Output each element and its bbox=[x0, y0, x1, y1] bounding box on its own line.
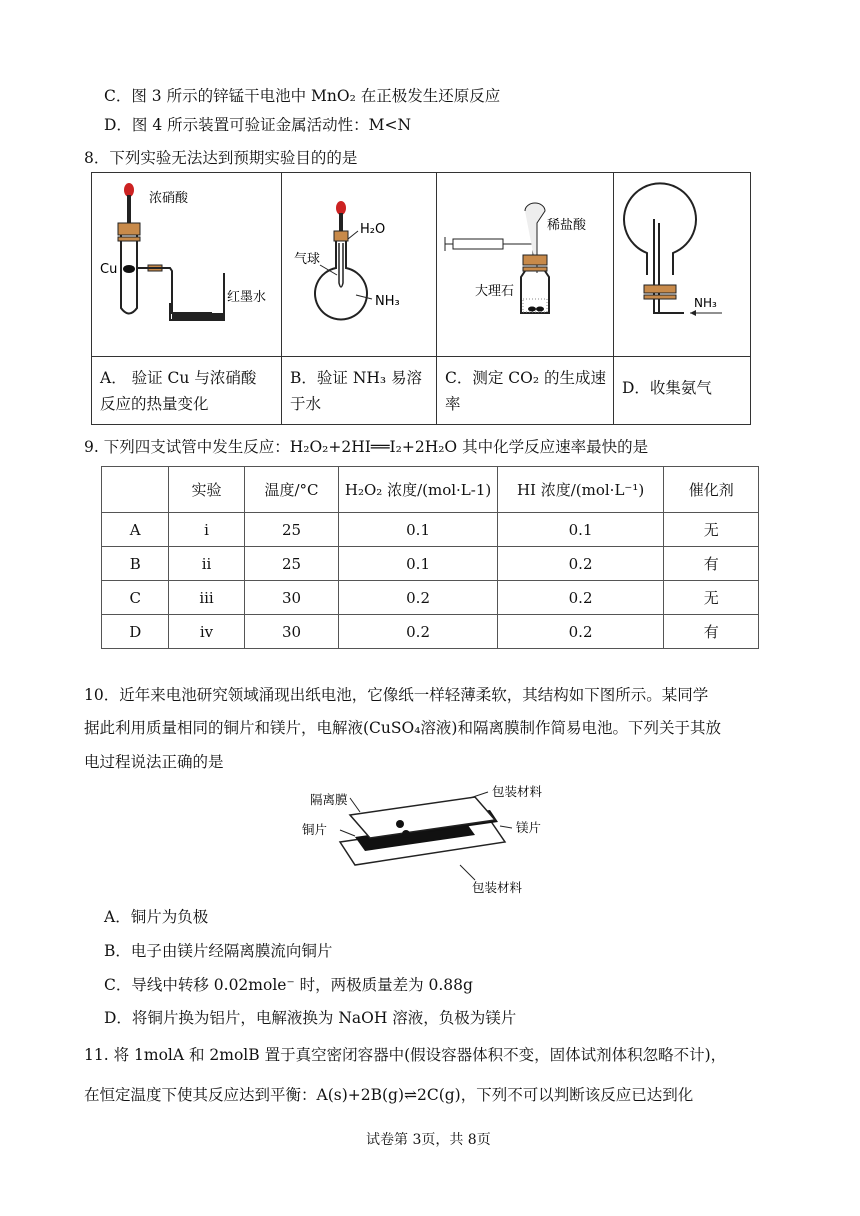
cell: 0.1 bbox=[497, 513, 664, 547]
option-b-line1: B．验证 NH₃ 易溶 bbox=[290, 369, 423, 387]
table-row bbox=[102, 615, 759, 649]
q10-stem-line2: 据此利用质量相同的铜片和镁片，电解液(CuSO₄溶液)和隔离膜制作简易电池。下列关于其放 bbox=[84, 719, 721, 737]
figure-b-cell bbox=[282, 173, 437, 357]
q8-stem: 8．下列实验无法达到预期实验目的的是 bbox=[84, 149, 358, 167]
cell: 无 bbox=[664, 581, 759, 615]
cell: A bbox=[102, 513, 169, 547]
cell: 有 bbox=[664, 615, 759, 649]
figure-d-cell bbox=[614, 173, 751, 357]
option-a-line1: A． 验证 Cu 与浓硝酸 bbox=[100, 369, 257, 387]
q10-option-d: D．将铜片换为铝片，电解液换为 NaOH 溶液，负极为镁片 bbox=[104, 1009, 517, 1027]
option-c-line2: 率 bbox=[445, 395, 461, 413]
label-marble: 大理石 bbox=[475, 284, 515, 299]
q10-option-c: C．导线中转移 0.02mole⁻ 时，两极质量差为 0.88g bbox=[104, 976, 473, 994]
table-row bbox=[102, 547, 759, 581]
q9-rate-table bbox=[101, 466, 759, 649]
cell: 0.1 bbox=[339, 513, 497, 547]
cell: 0.2 bbox=[339, 581, 497, 615]
label-nitric-acid: 浓硝酸 bbox=[149, 191, 189, 206]
q10-option-a: A．铜片为负极 bbox=[104, 908, 209, 926]
cell: D bbox=[102, 615, 169, 649]
cell: 有 bbox=[664, 547, 759, 581]
figure-c-co2-rate bbox=[437, 173, 613, 352]
cell: iii bbox=[169, 581, 244, 615]
table-header-row bbox=[102, 467, 759, 513]
figure-b-ammonia-fountain bbox=[282, 173, 436, 352]
label-nh3: NH₃ bbox=[375, 294, 400, 309]
q11-stem-line2: 在恒定温度下使其反应达到平衡：A(s)+2B(g)⇌2C(g)，下列不可以判断该反应已达到化 bbox=[84, 1086, 694, 1104]
cell: B bbox=[102, 547, 169, 581]
option-d-cell bbox=[614, 357, 751, 425]
header-cell: 催化剂 bbox=[664, 467, 759, 513]
cell: ii bbox=[169, 547, 244, 581]
header-cell: H₂O₂ 浓度/(mol·L-1) bbox=[339, 467, 497, 513]
option-b-line2: 于水 bbox=[290, 395, 322, 413]
header-cell bbox=[102, 467, 169, 513]
label-membrane: 隔离膜 bbox=[310, 792, 348, 807]
q7-option-c: C．图 3 所示的锌锰干电池中 MnO₂ 在正极发生还原反应 bbox=[104, 87, 501, 105]
figure-a-cell bbox=[92, 173, 282, 357]
figure-c-cell bbox=[437, 173, 614, 357]
label-copper-sheet: 铜片 bbox=[302, 822, 328, 837]
cell: 30 bbox=[244, 615, 339, 649]
figure-d-collect-ammonia bbox=[614, 173, 750, 352]
q10-option-b: B．电子由镁片经隔离膜流向铜片 bbox=[104, 942, 333, 960]
q9-stem: 9. 下列四支试管中发生反应：H₂O₂+2HI══I₂+2H₂O 其中化学反应速率最快的是 bbox=[84, 438, 649, 456]
cell: 无 bbox=[664, 513, 759, 547]
cell: 0.2 bbox=[339, 615, 497, 649]
figure-a-copper-nitric-acid bbox=[92, 173, 281, 352]
q10-stem-line1: 10．近年来电池研究领域涌现出纸电池，它像纸一样轻薄柔软，其结构如下图所示。某同学 bbox=[84, 686, 709, 704]
q11-stem-line1: 11. 将 1molA 和 2molB 置于真空密闭容器中(假设容器体积不变，固体试剂体积忽略不计)， bbox=[84, 1046, 727, 1064]
label-h2o: H₂O bbox=[360, 222, 386, 237]
q10-stem-line3: 电过程说法正确的是 bbox=[84, 753, 224, 771]
cell: 30 bbox=[244, 581, 339, 615]
option-a-line2: 反应的热量变化 bbox=[100, 395, 209, 413]
q7-option-d: D．图 4 所示装置可验证金属活动性：M<N bbox=[104, 116, 412, 134]
label-cu: Cu bbox=[100, 262, 118, 277]
cell: i bbox=[169, 513, 244, 547]
cell: iv bbox=[169, 615, 244, 649]
cell: 0.2 bbox=[497, 615, 664, 649]
cell: 25 bbox=[244, 547, 339, 581]
table-row bbox=[102, 513, 759, 547]
label-packaging-top: 包装材料 bbox=[492, 784, 543, 799]
label-dilute-hcl: 稀盐酸 bbox=[547, 218, 587, 233]
label-balloon: 气球 bbox=[294, 252, 321, 267]
header-cell: 温度/°C bbox=[244, 467, 339, 513]
header-cell: HI 浓度/(mol·L⁻¹) bbox=[497, 467, 664, 513]
cell: 25 bbox=[244, 513, 339, 547]
table-row bbox=[102, 581, 759, 615]
option-a-cell bbox=[92, 357, 282, 425]
q8-experiment-table bbox=[91, 172, 751, 425]
label-red-ink: 红墨水 bbox=[227, 290, 267, 305]
option-c-cell bbox=[437, 357, 614, 425]
paper-battery-figure bbox=[300, 780, 570, 898]
label-nh3-d: NH₃ bbox=[694, 296, 717, 310]
cell: C bbox=[102, 581, 169, 615]
option-d-line1: D．收集氨气 bbox=[622, 379, 712, 397]
cell: 0.2 bbox=[497, 547, 664, 581]
cell: 0.1 bbox=[339, 547, 497, 581]
cell: 0.2 bbox=[497, 581, 664, 615]
header-cell: 实验 bbox=[169, 467, 244, 513]
label-packaging-bottom: 包装材料 bbox=[472, 880, 523, 895]
page-footer: 试卷第 3页，共 8页 bbox=[366, 1132, 491, 1148]
option-b-cell bbox=[282, 357, 437, 425]
option-c-line1: C．测定 CO₂ 的生成速 bbox=[445, 369, 606, 387]
label-magnesium-sheet: 镁片 bbox=[516, 820, 542, 835]
